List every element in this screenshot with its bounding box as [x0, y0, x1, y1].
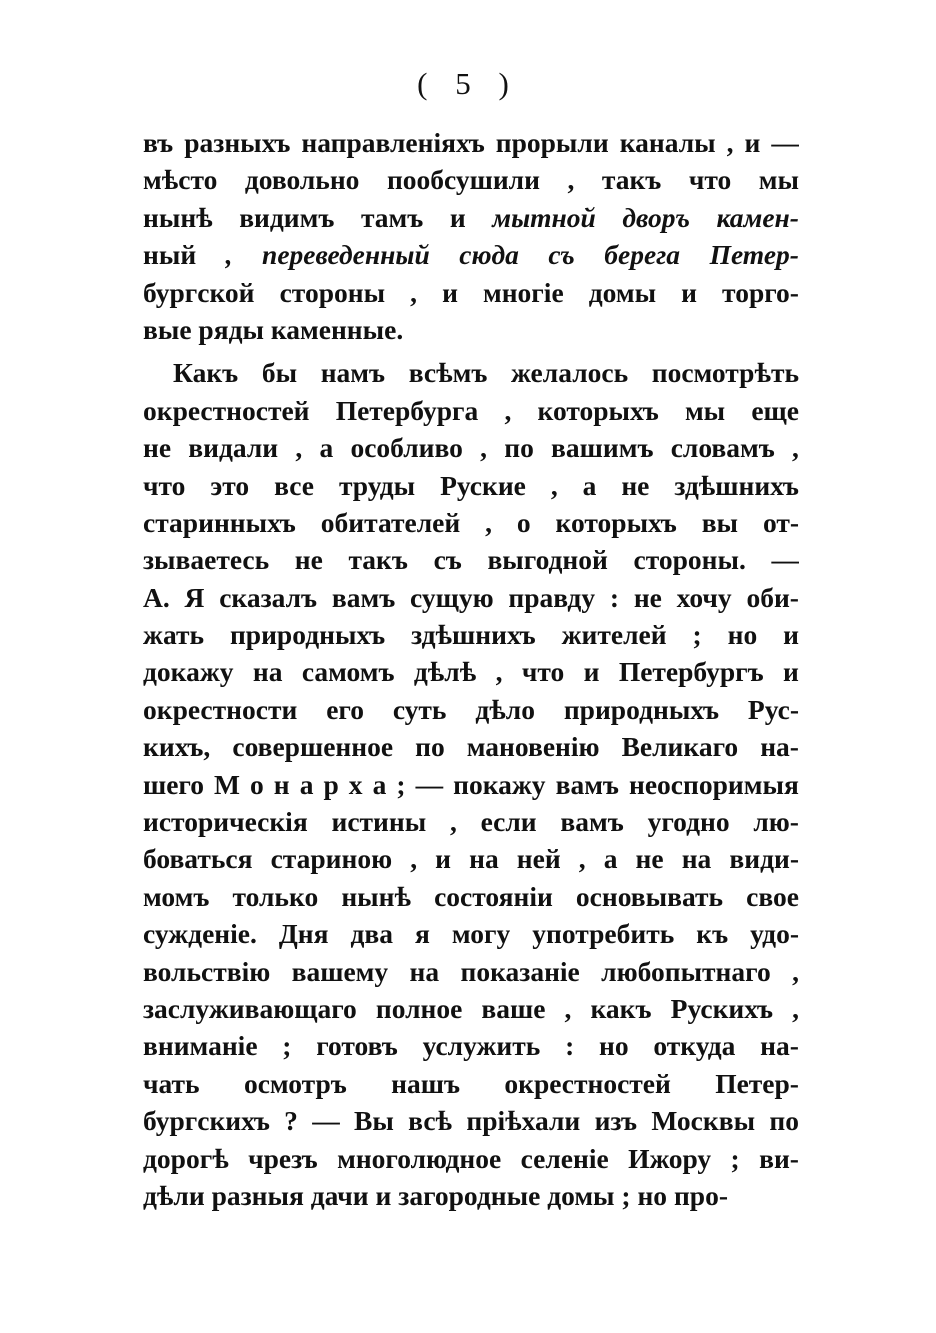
word: дорогѣ — [143, 1142, 229, 1174]
word: любопытнаго — [601, 955, 771, 987]
text-line — [143, 653, 799, 690]
word: тамъ — [360, 201, 424, 233]
word: окрестности — [143, 693, 298, 725]
word: которыхъ — [537, 394, 659, 426]
word: от- — [762, 506, 799, 538]
text-line — [143, 1177, 799, 1214]
text-line — [143, 392, 799, 429]
text-line — [143, 915, 799, 952]
word: Петербургъ — [618, 656, 764, 688]
text-line — [143, 161, 799, 198]
word: р — [323, 768, 339, 800]
word: откуда — [653, 1030, 736, 1062]
word: , — [578, 843, 586, 875]
text-line — [143, 429, 799, 466]
word: обитателей — [320, 506, 461, 538]
word: а — [372, 768, 387, 800]
word: дачи — [310, 1179, 376, 1211]
word: , — [504, 394, 512, 426]
word: ; — [730, 1142, 740, 1174]
word: , — [495, 656, 503, 688]
word: пообсушили — [386, 164, 540, 196]
text-line — [143, 467, 799, 504]
text-line — [143, 616, 799, 653]
word: Рускихъ — [670, 992, 773, 1024]
word: домы — [588, 276, 657, 308]
word: , — [449, 806, 457, 838]
text-line — [143, 199, 799, 236]
word: желалось — [510, 357, 629, 389]
word: историческiя — [143, 806, 308, 838]
word: домы — [547, 1179, 622, 1211]
word: нашъ — [391, 1067, 461, 1099]
word: по — [504, 432, 534, 464]
word: ный — [143, 239, 197, 271]
word: нынѣ — [341, 880, 411, 912]
word: свое — [746, 880, 799, 912]
text-line — [143, 1140, 799, 1177]
text-line — [143, 541, 799, 578]
text-line — [143, 878, 799, 915]
word: Рус- — [747, 693, 799, 725]
word: а — [603, 843, 618, 875]
text-line — [143, 953, 799, 990]
word: всѣмъ — [408, 357, 488, 389]
word: момъ — [143, 880, 210, 912]
text-line — [143, 691, 799, 728]
word: два — [350, 918, 394, 950]
page-number: ( 5 ) — [417, 66, 519, 101]
word: докажу — [143, 656, 234, 688]
word: види- — [729, 843, 799, 875]
word: но — [637, 1179, 674, 1211]
word: многiе — [482, 276, 564, 308]
word: мытной — [492, 201, 596, 233]
word: видали — [188, 432, 279, 464]
word: бургской — [143, 276, 255, 308]
word: такъ — [601, 164, 662, 196]
word: мы — [758, 164, 799, 196]
word: стороны. — [633, 544, 746, 576]
word: ваше — [481, 992, 546, 1024]
word: хочу — [676, 581, 732, 613]
word: на — [681, 843, 712, 875]
word: , — [480, 432, 487, 464]
word: на — [469, 843, 499, 875]
word: правду — [508, 581, 596, 613]
text-line — [143, 274, 799, 311]
word: селенiе — [520, 1142, 609, 1174]
word: вашему — [291, 955, 389, 987]
word: вые — [143, 313, 199, 345]
word: Москвы — [651, 1105, 756, 1137]
word: только — [232, 880, 319, 912]
word: состоянiи — [434, 880, 553, 912]
word: сущую — [410, 581, 494, 613]
word: могу — [451, 918, 511, 950]
word: Дня — [278, 918, 329, 950]
word: прiѣхали — [466, 1105, 581, 1137]
word: намъ — [320, 357, 386, 389]
word: камен- — [716, 201, 799, 233]
word: на — [252, 656, 283, 688]
word: посмотрѣть — [651, 357, 799, 389]
word: — — [415, 768, 444, 800]
text-line — [143, 766, 799, 803]
word: и — [435, 843, 452, 875]
word: , — [550, 469, 558, 501]
word: мановенiю — [466, 731, 600, 763]
word: Вы — [354, 1105, 394, 1137]
word: такъ — [348, 544, 408, 576]
word: не — [143, 432, 172, 464]
word: природныхъ — [229, 619, 386, 651]
word: вамъ — [331, 581, 396, 613]
word: оби- — [746, 581, 799, 613]
word: старинныхъ — [143, 506, 296, 538]
word: полное — [375, 992, 463, 1024]
word: разныхъ — [184, 127, 291, 158]
word: въ — [143, 127, 174, 158]
word: переведенный — [262, 239, 430, 271]
word: х — [348, 768, 363, 800]
word: : — [565, 1030, 575, 1062]
word: направленiяхъ — [301, 127, 485, 158]
word: Великаго — [621, 731, 739, 763]
word: зываетесь — [143, 544, 270, 576]
text-line — [143, 990, 799, 1027]
word: употребить — [532, 918, 675, 950]
word: выгодной — [487, 544, 608, 576]
word: Я — [184, 581, 205, 613]
word: кихъ, — [143, 731, 211, 763]
word: и — [375, 1179, 399, 1211]
word: , — [564, 992, 572, 1024]
word: чрезъ — [248, 1142, 318, 1174]
word: сюда — [459, 239, 519, 271]
word: а — [582, 469, 597, 501]
word: окрестностей — [504, 1067, 671, 1099]
text-line — [143, 579, 799, 616]
word: все — [274, 469, 314, 501]
word: и — [783, 656, 799, 688]
word: его — [326, 693, 364, 725]
word: на — [409, 955, 440, 987]
word: , — [410, 276, 417, 308]
word: я — [415, 918, 430, 950]
text-line — [143, 504, 799, 541]
word: угодно — [647, 806, 730, 838]
word: всѣ — [408, 1105, 453, 1137]
word: услужить — [422, 1030, 541, 1062]
word: и — [449, 201, 466, 233]
word: ; — [396, 768, 406, 800]
word: это — [210, 469, 250, 501]
word: готовъ — [316, 1030, 398, 1062]
word: многолюдное — [337, 1142, 502, 1174]
word: , — [225, 239, 233, 271]
word: — — [771, 544, 799, 576]
word: на- — [760, 1030, 799, 1062]
word: ; — [621, 1179, 638, 1211]
word: чать — [143, 1067, 200, 1099]
word: покажу — [453, 768, 546, 800]
word: Петер- — [709, 239, 799, 271]
word: на- — [760, 731, 799, 763]
word: къ — [696, 918, 729, 950]
word: боваться — [143, 843, 253, 875]
word: : — [609, 581, 620, 613]
word: неоспоримыя — [629, 768, 799, 800]
word: мы — [684, 394, 726, 426]
word: не — [294, 544, 323, 576]
word: , — [567, 164, 575, 196]
word: не — [621, 469, 650, 501]
word: показанiе — [460, 955, 580, 987]
text-line — [143, 1102, 799, 1139]
word: и — [442, 276, 458, 308]
word: прорыли — [495, 127, 609, 158]
word: словамъ — [670, 432, 775, 464]
word: вашимъ — [551, 432, 654, 464]
word: бы — [261, 357, 298, 389]
word: нынѣ — [143, 201, 213, 233]
word: заслуживающаго — [143, 992, 357, 1024]
word: жителей — [561, 619, 667, 651]
word: Какъ — [173, 357, 239, 389]
word: ней — [516, 843, 561, 875]
word: видимъ — [239, 201, 335, 233]
text-line — [143, 124, 799, 161]
word: Петербурга — [335, 394, 479, 426]
word: которыхъ — [555, 506, 677, 538]
word: Петер- — [715, 1067, 799, 1099]
word: берега — [604, 239, 681, 271]
word: ви- — [759, 1142, 799, 1174]
word: труды — [338, 469, 416, 501]
word: самомъ — [301, 656, 395, 688]
word: дворъ — [622, 201, 690, 233]
word: осмотръ — [243, 1067, 347, 1099]
word: удо- — [750, 918, 799, 950]
text-line — [143, 311, 799, 348]
word: совершенное — [232, 731, 394, 763]
word: и — [744, 127, 761, 158]
word: Ижору — [628, 1142, 712, 1174]
text-line — [143, 840, 799, 877]
word: съ — [433, 544, 462, 576]
word: вамъ — [555, 768, 619, 800]
body-text — [143, 124, 799, 1214]
word: стариною — [270, 843, 393, 875]
word: истины — [331, 806, 427, 838]
word: изъ — [594, 1105, 638, 1137]
word: не — [633, 581, 662, 613]
word: лю- — [753, 806, 799, 838]
word: здѣшнихъ — [674, 469, 799, 501]
word: но — [727, 619, 758, 651]
word: сужденiе. — [143, 918, 257, 950]
word: , — [410, 843, 418, 875]
word: сказалъ — [219, 581, 318, 613]
word: что — [143, 469, 186, 501]
word: М — [214, 768, 240, 800]
word: и — [583, 656, 600, 688]
word: и — [681, 276, 697, 308]
word: ; — [282, 1030, 292, 1062]
word: н — [273, 768, 290, 800]
word: природныхъ — [563, 693, 720, 725]
word: , — [726, 127, 734, 158]
word: ; — [692, 619, 702, 651]
word: мѣсто — [143, 164, 218, 196]
word: вниманiе — [143, 1030, 258, 1062]
text-line — [143, 1065, 799, 1102]
word: шего — [143, 768, 204, 800]
word: если — [480, 806, 537, 838]
word: торго- — [722, 276, 799, 308]
text-line — [143, 236, 799, 273]
word: вы — [701, 506, 739, 538]
word: основывать — [575, 880, 724, 912]
word: каменные. — [270, 313, 404, 345]
word: ? — [284, 1105, 298, 1137]
word: , — [792, 432, 799, 464]
word: Руские — [440, 469, 526, 501]
word: и — [783, 619, 799, 651]
word: стороны — [279, 276, 386, 308]
word: , — [295, 432, 303, 464]
word: окрестностей — [143, 394, 310, 426]
word: что — [688, 164, 732, 196]
word: суть — [392, 693, 447, 725]
word: не — [635, 843, 664, 875]
text-line — [143, 354, 799, 391]
word: — — [312, 1105, 340, 1137]
word: по — [769, 1105, 799, 1137]
word: бургскихъ — [143, 1105, 270, 1137]
word: — — [771, 127, 799, 158]
word: еще — [751, 394, 799, 426]
word: здѣшнихъ — [411, 619, 536, 651]
word: но — [599, 1030, 629, 1062]
text-line — [143, 803, 799, 840]
word: какъ — [590, 992, 652, 1024]
word: дѣлѣ — [413, 656, 477, 688]
word: вольствiю — [143, 955, 271, 987]
word: а — [319, 432, 334, 464]
word: что — [521, 656, 565, 688]
word: , — [792, 992, 799, 1024]
word: довольно — [244, 164, 360, 196]
word: разныя — [211, 1179, 311, 1211]
word: жать — [143, 619, 205, 651]
word: , — [485, 506, 492, 538]
word: а — [299, 768, 314, 800]
word: , — [792, 955, 799, 987]
word: вамъ — [560, 806, 624, 838]
word: о — [250, 768, 264, 800]
word: дѣло — [475, 693, 535, 725]
word: загородные — [398, 1179, 548, 1211]
word: про- — [673, 1179, 728, 1211]
word: каналы — [619, 127, 716, 158]
word: съ — [548, 239, 575, 271]
word: о — [516, 506, 531, 538]
word: ряды — [198, 313, 271, 345]
word: по — [415, 731, 445, 763]
word: особливо — [350, 432, 463, 464]
text-line — [143, 728, 799, 765]
word: А. — [143, 581, 170, 613]
text-line — [143, 1027, 799, 1064]
word: дѣли — [143, 1179, 212, 1211]
